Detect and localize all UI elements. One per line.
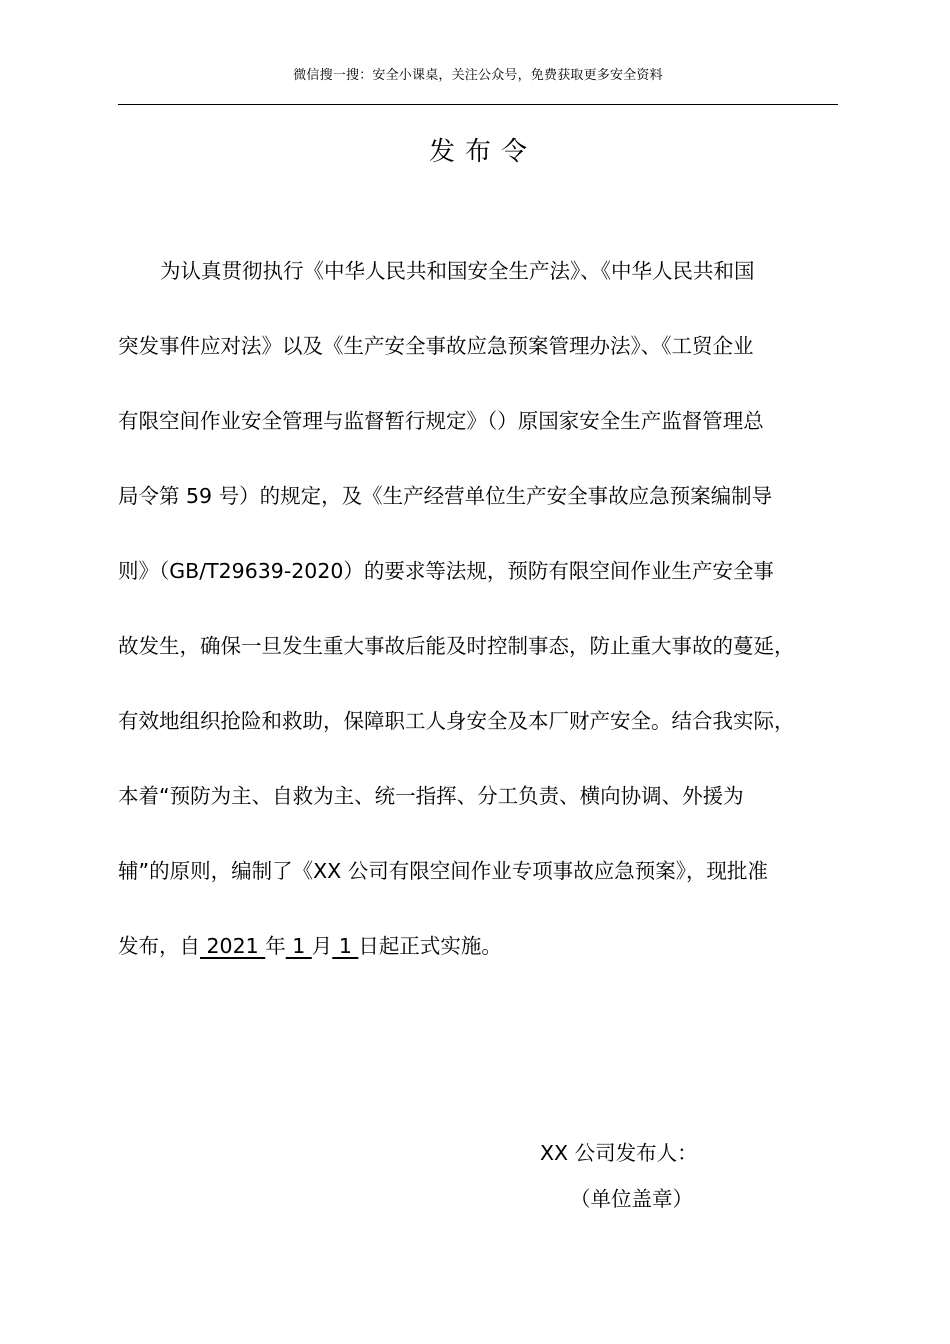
body-line: 局令第 59 号）的规定，及《生产经营单位生产安全事故应急预案编制导 — [118, 484, 773, 508]
unit-seal: （单位盖章） — [570, 1187, 693, 1211]
year-suffix: 年 — [265, 934, 286, 958]
body-line: 突发事件应对法》以及《生产安全事故应急预案管理办法》、《工贸企业 — [118, 334, 754, 358]
document-body — [118, 234, 838, 984]
body-line: 则》（GB/T29639-2020）的要求等法规，预防有限空间作业生产安全事 — [118, 559, 774, 583]
month-suffix: 月 — [311, 934, 333, 958]
effective-year: 2021 — [200, 934, 266, 958]
body-line: 故发生，确保一旦发生重大事故后能及时控制事态，防止重大事故的蔓延， — [118, 634, 795, 658]
body-line-final — [118, 909, 838, 984]
final-prefix: 发布，自 — [118, 934, 200, 958]
body-line: 为认真贯彻执行《中华人民共和国安全生产法》、《中华人民共和国 — [160, 259, 755, 283]
effective-day: 1 — [332, 934, 359, 958]
body-line: 本着“预防为主、自救为主、统一指挥、分工负责、横向协调、外援为 — [118, 784, 744, 808]
day-suffix: 日起正式实施。 — [358, 934, 502, 958]
document-title: 发布令 — [428, 137, 537, 167]
header-note: 微信搜一搜：安全小课桌，关注公众号，免费获取更多安全资料 — [293, 68, 663, 83]
body-line: 有效地组织抢险和救助，保障职工人身安全及本厂财产安全。结合我实际， — [118, 709, 795, 733]
effective-month: 1 — [285, 934, 312, 958]
publisher-signature: XX 公司发布人： — [540, 1141, 698, 1165]
body-line: 有限空间作业安全管理与监督暂行规定》（）原国家安全生产监督管理总 — [118, 409, 764, 433]
header-divider — [118, 104, 838, 105]
body-line: 辅”的原则，编制了《XX 公司有限空间作业专项事故应急预案》，现批准 — [118, 859, 768, 883]
